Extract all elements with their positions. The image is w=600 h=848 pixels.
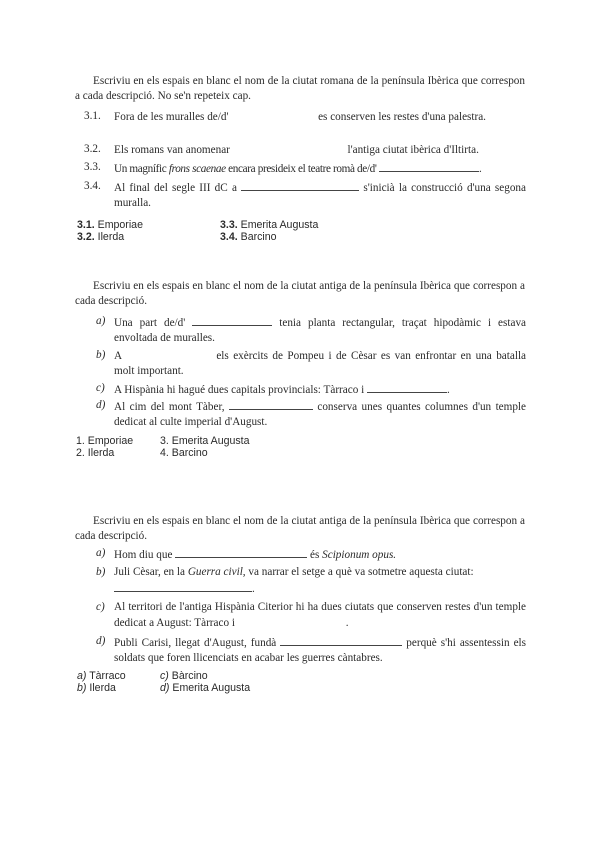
section1-answer-3: 3.3. Emerita Augusta <box>220 219 319 231</box>
section1-answer-4: 3.4. Barcino <box>220 231 277 243</box>
answer-blank[interactable] <box>114 580 252 592</box>
section2-item-c <box>84 381 526 396</box>
item-text-after: és <box>310 549 320 561</box>
answer-blank[interactable] <box>175 546 307 558</box>
item-text-after: . <box>447 384 450 396</box>
section1-item-4 <box>84 179 526 209</box>
section3-item-c <box>84 600 526 630</box>
item-letter: b) <box>96 566 106 578</box>
item-number: 3.3. <box>84 161 101 173</box>
section3-item-b: b) Juli Cèsar, en la Guerra civil, va narrar el setge a què va sotmetre aquesta ciutat: . <box>96 566 474 595</box>
item-text-before: Els romans van anomenar <box>114 144 230 156</box>
section2-answer-2: 2. Ilerda <box>76 447 115 459</box>
item-text-italic: Scipionum opus. <box>322 549 397 561</box>
item-letter: d) <box>96 635 106 647</box>
item-text-after: va narrar el setge a què va sotmetre aquesta ciutat: <box>248 566 474 578</box>
item-text-after: els exèrcits de Pompeu i de Cèsar es van enfrontar en una batalla molt important. <box>114 350 527 377</box>
item-letter: c) <box>96 601 105 613</box>
item-text-before: Al final del segle III dC a <box>114 182 237 194</box>
item-letter: d) <box>96 399 106 411</box>
section3-item-d <box>84 634 526 664</box>
section1-answer-2: 3.2. Ilerda <box>77 231 125 243</box>
section1-item-2 <box>84 142 526 157</box>
answer-blank[interactable] <box>126 348 212 359</box>
item-text-italic: frons scaenae <box>168 163 226 175</box>
item-text-after: . <box>345 617 349 629</box>
answer-blank[interactable] <box>280 634 402 646</box>
answer-blank[interactable] <box>379 160 479 172</box>
item-text-before: Publi Carisi, llegat d'August, fundà <box>114 637 277 649</box>
item-text-after: conserva unes quantes columnes d'un temple dedicat al culte imperial d'August. <box>114 401 527 428</box>
item-text-after: tenia planta rectangular, traçat hipodàmic i estava envoltada de muralles. <box>114 317 526 344</box>
answer-blank[interactable] <box>367 381 447 393</box>
item-letter: c) <box>96 382 105 394</box>
item-text-after: es conserven les restes d'una palestra. <box>318 111 486 123</box>
section2-item-a <box>84 314 526 344</box>
section1-item-1 <box>84 109 526 139</box>
section1-answer-1: 3.1. Emporiae <box>77 219 143 231</box>
item-text-before: Un magnífic <box>114 163 167 175</box>
section1-item-3 <box>84 160 526 175</box>
item-text-after: perquè s'hi assentessin els soldats que foren llicenciats en acabar les guerres càntabres. <box>114 637 526 664</box>
section3-answer-2: b) Ilerda <box>77 682 116 694</box>
item-text-before: A Hispània hi hagué dues capitals provincials: Tàrraco i <box>114 384 365 396</box>
item-number: 3.4. <box>84 180 101 192</box>
answer-blank[interactable] <box>192 314 272 326</box>
item-text-after: l'antiga ciutat ibèrica d'Iltirta. <box>347 144 479 156</box>
answer-blank[interactable] <box>229 398 313 410</box>
section2-answer-3: 3. Emerita Augusta <box>160 435 250 447</box>
answer-blank[interactable] <box>238 615 346 626</box>
section2-item-d <box>84 398 526 428</box>
item-text-before: A <box>114 350 122 362</box>
item-text-before: Juli Cèsar, en la <box>114 566 186 578</box>
section3-answer-1: a) Tàrraco <box>77 670 126 682</box>
item-text-italic: Guerra civil, <box>187 566 246 578</box>
section2-intro: Escriviu en els espais en blanc el nom de la ciutat antiga de la península Ibèrica que correspon a cada descripció. <box>75 280 525 307</box>
item-text-before: Al cim del mont Tàber, <box>114 401 225 413</box>
item-text-before: Hom diu que <box>114 549 173 561</box>
section2-answer-4: 4. Barcino <box>160 447 208 459</box>
section2-item-b <box>84 348 526 378</box>
answer-blank[interactable] <box>233 142 345 153</box>
item-text-after: s'inicià la construcció d'una segona muralla. <box>114 182 526 209</box>
section2-answer-1: 1. Emporiae <box>76 435 134 447</box>
section1-intro: Escriviu en els espais en blanc el nom de la ciutat romana de la península Ibèrica que correspon a cada descripció. No se'n repeteix cap. <box>75 75 525 102</box>
item-text-before: Una part de/d' <box>114 317 186 329</box>
item-text-end: . <box>479 163 482 175</box>
item-text-after: encara presideix el teatre romà de/d' <box>228 163 377 175</box>
item-letter: b) <box>96 349 106 361</box>
item-number: 3.2. <box>84 143 101 155</box>
answer-blank[interactable] <box>241 179 359 191</box>
section3-intro: Escriviu en els espais en blanc el nom de la ciutat antiga de la península Ibèrica que correspon a cada descripció. <box>75 515 525 542</box>
item-text-before: Al territori de l'antiga Hispània Citerior hi ha dues ciutats que conserven restes d'un temple dedicat a August: Tàrraco i <box>114 601 526 629</box>
item-text-before: Fora de les muralles de/d' <box>114 111 229 123</box>
item-number: 3.1. <box>84 110 101 122</box>
answer-blank[interactable] <box>231 109 315 120</box>
item-letter: a) <box>96 547 106 559</box>
section3-item-a <box>84 546 526 561</box>
section3-answer-3: c) Bàrcino <box>160 670 208 682</box>
section3-answer-4: d) Emerita Augusta <box>160 682 251 694</box>
item-letter: a) <box>96 315 106 327</box>
